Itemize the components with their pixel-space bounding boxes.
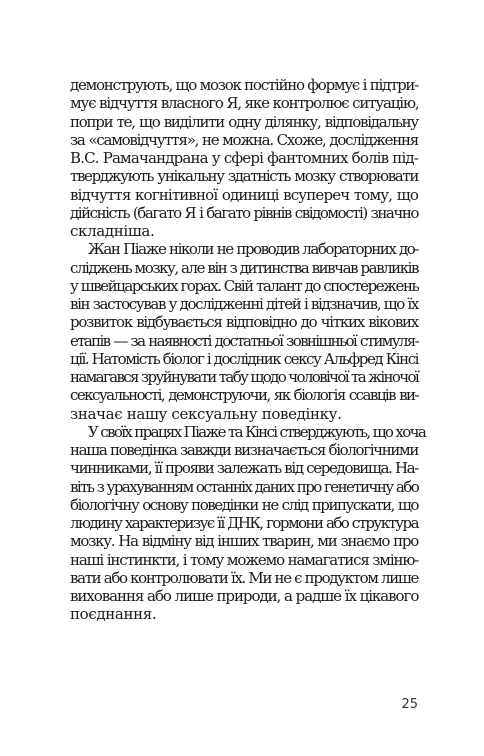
- text-line: чинниками, її прояви залежать від середовища. На-: [70, 459, 418, 478]
- text-line: складніша.: [70, 222, 155, 240]
- text-line: відчуття когнітивної одиниці всупереч тому, що: [70, 185, 418, 204]
- text-line: наша поведінка завжди визначається біологічними: [70, 441, 418, 459]
- text-line: попри те, що виділити одну ділянку, відповідальну: [70, 112, 418, 131]
- text-line: тверджують унікальну здатність мозку створювати: [70, 167, 418, 186]
- text-line: вати або контролювати їх. Ми не є продуктом лише: [70, 568, 418, 587]
- text-line: за «самовідчуття», не можна. Схоже, дослідження: [70, 130, 418, 149]
- text-line: мозку. На відміну від інших тварин, ми знаємо про: [70, 532, 418, 551]
- text-line: В.С. Рамачандрана у сфері фантомних болів під-: [70, 149, 418, 167]
- text-line: дійсність (багато Я і багато рівнів свідомості) значно: [70, 203, 418, 222]
- paragraph-2: [70, 240, 418, 423]
- text-line: сліджень мозку, але він з дитинства вивчав равликів: [70, 258, 418, 277]
- text-line: ції. Натомість біолог і дослідник сексу Альфред Кінсі: [70, 349, 418, 368]
- text-line: виховання або лише природи, а радше їх цікавого: [70, 587, 419, 605]
- paragraph-1: [70, 76, 418, 240]
- text-line: біологічну основу поведінки не слід припускати, що: [70, 495, 418, 514]
- text-line: розвиток відбувається відповідно до чітких вікових: [70, 313, 418, 332]
- text-line: У своїх працях Піаже та Кінсі стверджують, що хоча: [88, 422, 426, 441]
- text-line: віть з урахуванням останніх даних про генетичну або: [70, 477, 419, 496]
- text-line: він застосував у дослідженні дітей і відзначив, що їх: [70, 295, 418, 313]
- text-line: поєднання.: [70, 605, 157, 624]
- text-line: у швейцарських горах. Свій талант до спостережень: [70, 276, 419, 295]
- text-line: мує відчуття власного Я, яке контролює ситуацію,: [70, 94, 419, 113]
- text-line: Жан Піаже ніколи не проводив лабораторних до-: [88, 240, 418, 259]
- page-number: 25: [401, 697, 418, 712]
- text-line: сексуальності, демонструючи, як біологія ссавців ви-: [70, 386, 418, 405]
- text-line: наші інстинкти, і тому можемо намагатися зміню-: [70, 550, 419, 569]
- paragraph-3: [70, 422, 426, 624]
- text-line: намагався зруйнувати табу щодо чоловічої та жіночої: [70, 368, 418, 386]
- text-line: етапів — за наявності достатньої зовнішньої стимуля-: [70, 331, 418, 350]
- text-line: людину характеризує її ДНК, гормони або структура: [70, 514, 418, 532]
- text-line: значає нашу сексуальну поведінку.: [70, 404, 342, 423]
- text-line: демонструють, що мозок постійно формує і підтри-: [70, 76, 418, 94]
- body-text: [70, 76, 426, 624]
